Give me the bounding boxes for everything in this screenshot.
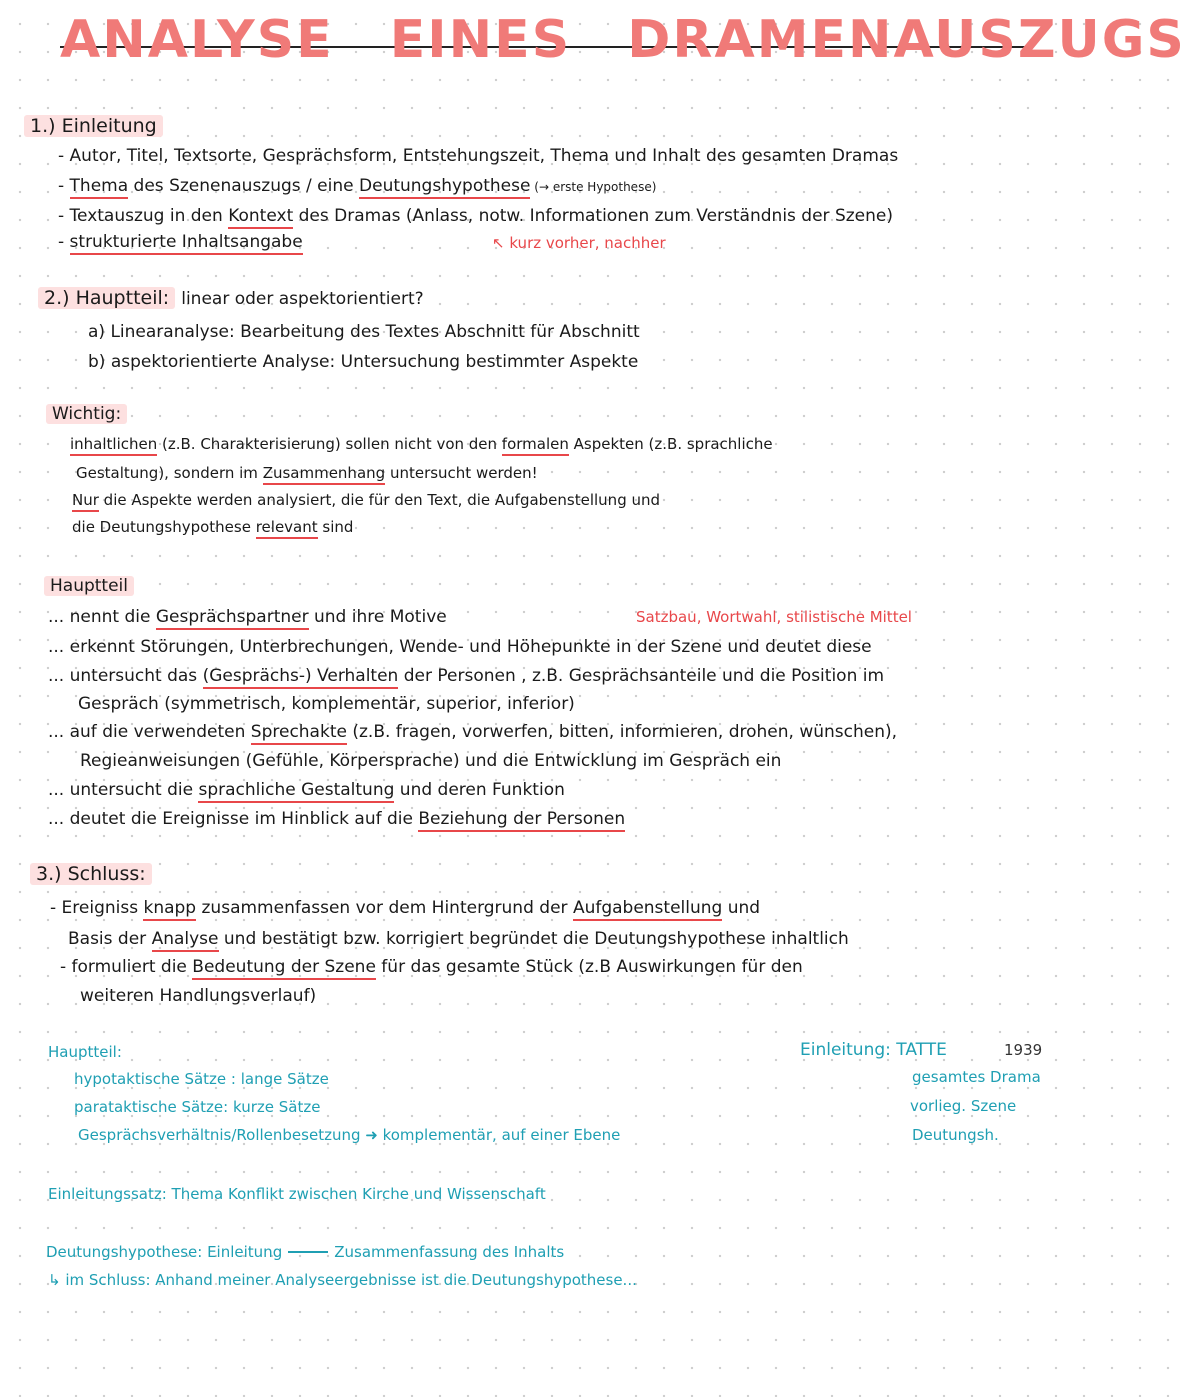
intro-line-2: - Thema des Szenenauszugs / eine Deutungshypothese (→ erste Hypothese) [58, 176, 656, 196]
mainpart-line-3: ... untersucht das (Gesprächs-) Verhalten der Personen , z.B. Gesprächsanteile und die Position im [48, 666, 884, 686]
notes-paratactic: parataktische Sätze: kurze Sätze [74, 1098, 321, 1116]
intro-note-before-after: ↖ kurz vorher, nachher [492, 234, 666, 252]
notes-intro-label: Einleitung: TATTE [800, 1040, 947, 1060]
notes-hypotactic: hypotaktische Sätze : lange Sätze [74, 1070, 329, 1088]
main-heading: 2.) Hauptteil: linear oder aspektorientiert? [38, 287, 424, 309]
notes-interpretation-short: Deutungsh. [912, 1126, 999, 1144]
intro-line-1: - Autor, Titel, Textsorte, Gesprächsform, Entstehungszeit, Thema und Inhalt des gesamten Dramas [58, 146, 899, 166]
conclusion-line-2: Basis der Analyse und bestätigt bzw. korrigiert begründet die Deutungshypothese inhaltlich [68, 929, 849, 949]
conclusion-line-4: weiteren Handlungsverlauf) [80, 986, 317, 1006]
conclusion-line-3: - formuliert die Bedeutung der Szene für das gesamte Stück (z.B Auswirkungen für den [60, 957, 803, 977]
notes-hypothesis-conclusion: ↳ im Schluss: Anhand meiner Analyseergebnisse ist die Deutungshypothese... [48, 1271, 637, 1289]
notes-whole-drama: gesamtes Drama [912, 1068, 1041, 1086]
mainpart-heading: Hauptteil [44, 576, 134, 596]
notes-intro-sentence: Einleitungssatz: Thema Konflikt zwischen Kirche und Wissenschaft [48, 1185, 546, 1203]
mainpart-line-4: Gespräch (symmetrisch, komplementär, superior, inferior) [78, 694, 575, 714]
main-linear-analysis: a) Linearanalyse: Bearbeitung des Textes Abschnitt für Abschnitt [88, 322, 640, 342]
mainpart-line-6: Regieanweisungen (Gefühle, Körpersprache) und die Entwicklung im Gespräch ein [80, 751, 782, 771]
main-aspect-analysis: b) aspektorientierte Analyse: Untersuchung bestimmter Aspekte [88, 352, 639, 372]
conclusion-heading: 3.) Schluss: [30, 863, 152, 885]
intro-line-4: - strukturierte Inhaltsangabe [58, 232, 303, 252]
mainpart-line-7: ... untersucht die sprachliche Gestaltung und deren Funktion [48, 780, 565, 800]
notes-dialogue-relation: Gesprächsverhältnis/Rollenbesetzung ➜ komplementär, auf einer Ebene [78, 1126, 621, 1144]
important-line-2: Gestaltung), sondern im Zusammenhang untersucht werden! [76, 464, 538, 482]
important-line-4: die Deutungshypothese relevant sind [72, 518, 353, 536]
title-word-eines: EINES [389, 10, 572, 70]
important-heading: Wichtig: [46, 404, 127, 424]
page-title [60, 10, 1186, 70]
notes-present-scene: vorlieg. Szene [910, 1097, 1017, 1115]
notes-hypothesis-line: Deutungshypothese: Einleitung Zusammenfassung des Inhalts [46, 1243, 565, 1261]
title-word-analyse: ANALYSE [60, 10, 334, 70]
important-line-1: inhaltlichen (z.B. Charakterisierung) sollen nicht von den formalen Aspekten (z.B. sprachliche [70, 435, 773, 453]
intro-heading: 1.) Einleitung [24, 115, 163, 137]
mainpart-line-1: ... nennt die Gesprächspartner und ihre Motive [48, 607, 447, 627]
intro-line-3: - Textauszug in den Kontext des Dramas (Anlass, notw. Informationen zum Verständnis der Szene) [58, 206, 893, 226]
important-line-3: Nur die Aspekte werden analysiert, die für den Text, die Aufgabenstellung und [72, 491, 660, 509]
mainpart-line-2: ... erkennt Störungen, Unterbrechungen, Wende- und Höhepunkte in der Szene und deutet diese [48, 637, 872, 657]
conclusion-line-1: - Ereigniss knapp zusammenfassen vor dem Hintergrund der Aufgabenstellung und [50, 898, 760, 918]
title-word-dramenauszugs: DRAMENAUSZUGS [627, 10, 1186, 70]
mainpart-note-style: Satzbau, Wortwahl, stilistische Mittel [636, 608, 912, 626]
mainpart-line-5: ... auf die verwendeten Sprechakte (z.B. fragen, vorwerfen, bitten, informieren, drohen, wünschen), [48, 722, 897, 742]
notes-hypothesis-dash [288, 1251, 328, 1253]
mainpart-line-8: ... deutet die Ereignisse im Hinblick auf die Beziehung der Personen [48, 809, 625, 829]
notes-main-heading: Hauptteil: [48, 1043, 122, 1061]
notes-year: 1939 [1004, 1041, 1043, 1059]
